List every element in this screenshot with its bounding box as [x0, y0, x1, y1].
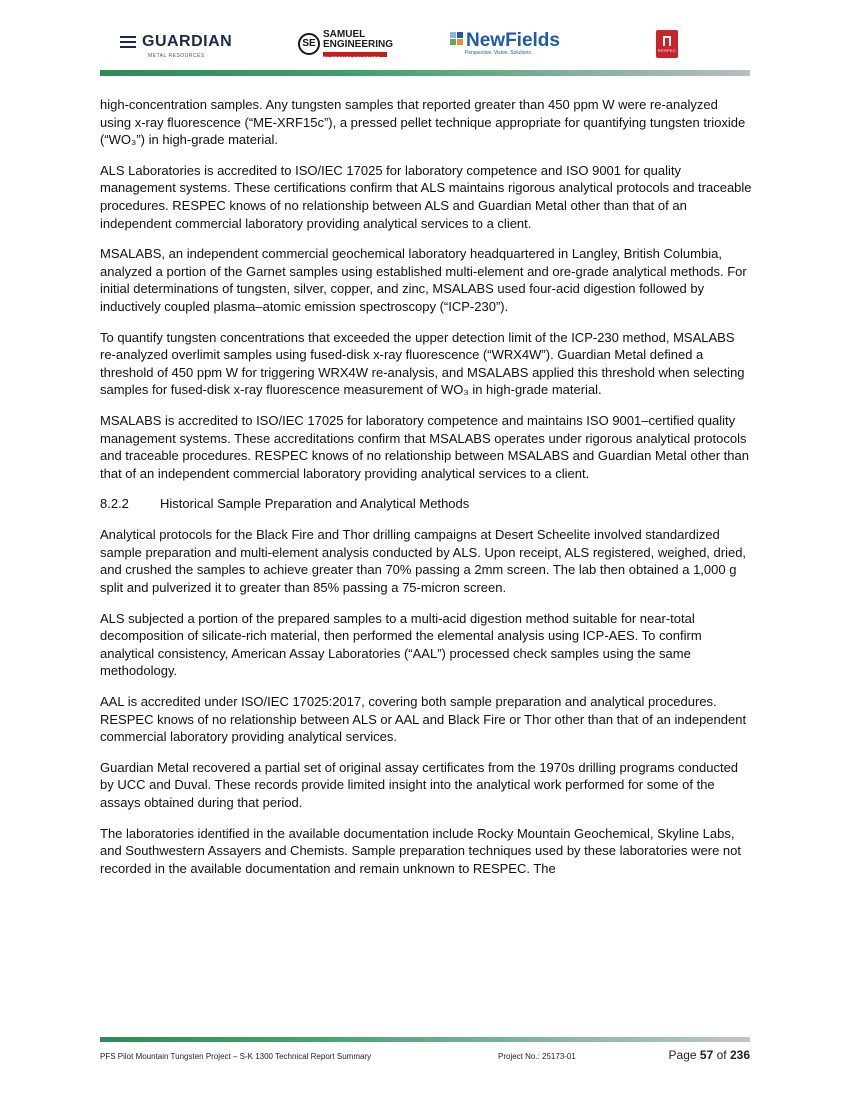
section-number: 8.2.2	[100, 496, 129, 512]
footer-project-number: Project No.: 25173-01	[498, 1052, 576, 1061]
footer-rule	[100, 1037, 750, 1042]
newfields-logo-text: NewFields	[466, 30, 560, 51]
header-rule	[100, 70, 750, 76]
paragraph: high-concentration samples. Any tungsten samples that reported greater than 450 ppm W were re-analyzed using x-ray fluorescence (“ME-XRF15c”), a pressed pellet technique appropriate for quantifying tungsten trioxide (“WO₃”) in high-grade material.	[100, 97, 746, 148]
guardian-logo	[120, 33, 233, 59]
se-circle-icon: SE	[298, 33, 320, 55]
samuel-logo-line2: ENGINEERING	[323, 39, 394, 50]
page-label: Page	[668, 1048, 697, 1062]
section-title: Historical Sample Preparation and Analytical Methods	[160, 496, 470, 512]
current-page: 57	[699, 1048, 714, 1062]
paragraph: ALS Laboratories is accredited to ISO/IEC 17025 for laboratory competence and ISO 9001 for quality management systems. These certifications confirm that ALS maintains rigorous analytical protocols and traceable procedures. RESPEC knows of no relationship between ALS and Guardian Metal other than that of an independent commercial laboratory providing analytical services to a client.	[100, 162, 752, 231]
respec-mark-icon	[663, 36, 671, 46]
newfields-squares-icon	[450, 32, 463, 45]
paragraph: To quantify tungsten concentrations that exceeded the upper detection limit of the ICP-230 method, MSALABS re-analyzed overlimit samples using fused-disk x-ray fluorescence (“WRX4W”). Guardian Metal defined a threshold of 450 ppm W for triggering WRX4W re-analysis, and MSALABS applied this threshold when selecting samples for fused-disk x-ray fluorescence measurement of WO₃ in high-grade material.	[100, 329, 745, 398]
samuel-logo-bar: WE PROVIDE SOLUTIONS	[323, 52, 387, 57]
respec-logo	[656, 30, 678, 58]
samuel-logo-line1: SAMUEL	[323, 29, 366, 40]
respec-logo-text: RESPEC	[657, 47, 677, 53]
footer-report-title: PFS Pilot Mountain Tungsten Project – S-K 1300 Technical Report Summary	[100, 1052, 372, 1061]
section-heading	[100, 495, 752, 512]
paragraph: Analytical protocols for the Black Fire and Thor drilling campaigns at Desert Scheelite involved standardized sample preparation and multi-element analysis conducted by ALS. Upon receipt, ALS registered, weighed, dried, and crushed the samples to achieve greater than 70% passing a 2mm screen. The lab then obtained a 1,000 g split and pulverized it to greater than 85% passing a 75-micron screen.	[100, 527, 747, 596]
newfields-logo	[450, 30, 560, 56]
menu-bars-icon	[120, 36, 136, 48]
samuel-engineering-logo	[298, 30, 393, 57]
paragraph: MSALABS, an independent commercial geochemical laboratory headquartered in Langley, British Columbia, analyzed a portion of the Garnet samples using established multi-element and ore-grade analytical methods. For initial determinations of tungsten, silver, copper, and zinc, MSALABS used four-acid digestion followed by inductively coupled plasma–atomic emission spectroscopy (“ICP-230”).	[100, 246, 747, 314]
guardian-logo-text: GUARDIAN	[142, 33, 233, 50]
document-body	[100, 96, 752, 890]
paragraph: AAL is accredited under ISO/IEC 17025:2017, covering both sample preparation and analytical procedures. RESPEC knows of no relationship between ALS or AAL and Black Fire or Thor other than that of an independent commercial laboratory providing analytical services.	[100, 694, 747, 745]
paragraph: The laboratories identified in the available documentation include Rocky Mountain Geochemical, Skyline Labs, and Southwestern Assayers and Chemists. Sample preparation techniques used by these laboratories were not recorded in the available documentation and remain unknown to RESPEC. The	[100, 825, 741, 876]
page-number	[669, 1048, 750, 1062]
page-header	[100, 26, 750, 76]
guardian-logo-subtext: METAL RESOURCES	[148, 53, 205, 59]
newfields-tagline: Perspective. Vision. Solutions.	[465, 50, 533, 56]
paragraph: MSALABS is accredited to ISO/IEC 17025 for laboratory competence and maintains ISO 9001–certified quality management systems. These accreditations confirm that MSALABS operates under rigorous analytical protocols and traceable procedures. RESPEC knows of no relationship between MSALABS and Guardian Metal other than that of an independent commercial laboratory providing analytical services to a client.	[100, 412, 749, 481]
page-of: of	[716, 1048, 727, 1062]
paragraph: ALS subjected a portion of the prepared samples to a multi-acid digestion method suitable for near-total decomposition of silicate-rich material, then performed the elemental analysis using ICP-AES. To confirm analytical consistency, American Assay Laboratories (“AAL”) processed check samples using the same methodology.	[100, 610, 702, 679]
paragraph: Guardian Metal recovered a partial set of original assay certificates from the 1970s drilling programs conducted by UCC and Duval. These records provide limited insight into the analytical work performed for some of the assays obtained during that period.	[100, 759, 739, 810]
page-footer	[100, 1046, 750, 1066]
total-pages: 236	[729, 1048, 750, 1062]
